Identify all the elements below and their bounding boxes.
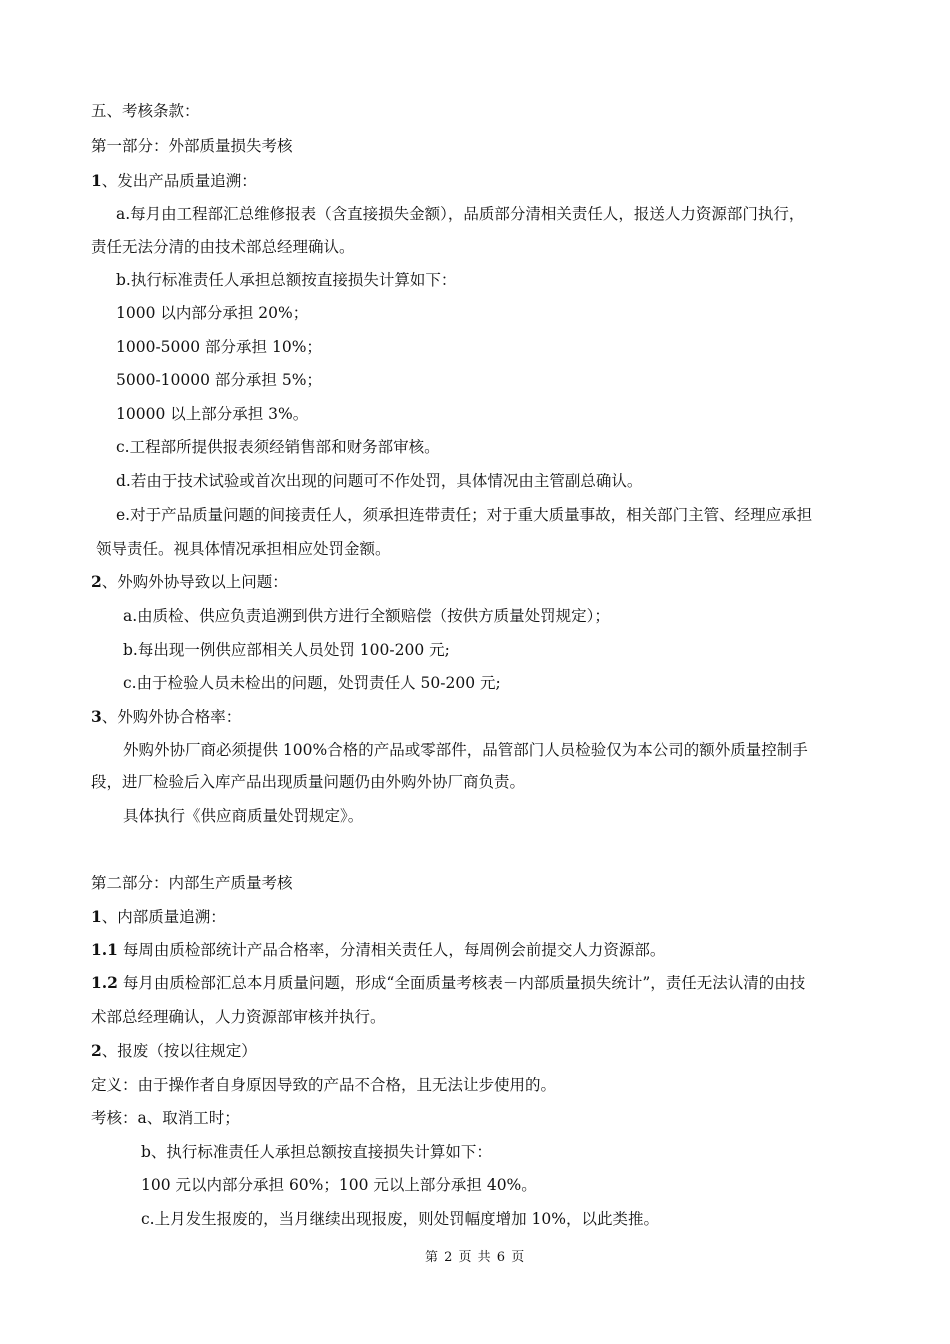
part1-item2-b: b.每出现一例供应部相关人员处罚 100-200 元; — [123, 641, 450, 659]
part2-item2-definition: 定义：由于操作者自身原因导致的产品不合格，且无法让步使用的。 — [91, 1076, 557, 1094]
item-number: 1 — [91, 171, 102, 190]
tier-line: 1000 以内部分承担 20%； — [116, 304, 309, 322]
part1-item1-e-line1: e.对于产品质量问题的间接责任人，须承担连带责任；对于重大质量事故，相关部门主管、经理应承担 — [116, 506, 813, 524]
item-number: 2 — [91, 1041, 102, 1060]
part2-item2-assess-a: 考核：a、取消工时； — [91, 1109, 240, 1127]
part1-item1-title — [91, 171, 257, 191]
part1-item1-b: b.执行标准责任人承担总额按直接损失计算如下： — [116, 271, 457, 289]
part2-item1-1 — [91, 940, 665, 960]
item-number: 2 — [91, 572, 102, 591]
section-title: 五、考核条款： — [91, 102, 200, 120]
part1-item1-e-line2: 领导责任。视具体情况承担相应处罚金额。 — [96, 540, 391, 558]
item-number: 3 — [91, 707, 102, 726]
part2-item2-c: c.上月发生报废的，当月继续出现报废，则处罚幅度增加 10%，以此类推。 — [141, 1210, 659, 1228]
part2-item1-2-line1 — [91, 973, 805, 993]
part1-item1-d: d.若由于技术试验或首次出现的问题可不作处罚，具体情况由主管副总确认。 — [116, 472, 643, 490]
part2-item2-tiers: 100 元以内部分承担 60%；100 元以上部分承担 40%。 — [141, 1176, 537, 1194]
part1-item2-c: c.由于检验人员未检出的问题，处罚责任人 50-200 元; — [123, 674, 501, 692]
part1-item1-a-line1: a.每月由工程部汇总维修报表（含直接损失金额），品质部分清相关责任人，报送人力资源部门执行， — [116, 205, 805, 223]
item-title: 、报废（按以往规定） — [101, 1042, 257, 1060]
page-footer: 第 2 页 共 6 页 — [425, 1250, 526, 1265]
part1-item2-title — [91, 572, 288, 592]
part1-heading: 第一部分：外部质量损失考核 — [91, 137, 293, 155]
item-title: 、内部质量追溯： — [101, 908, 226, 926]
part1-item3-para2: 具体执行《供应商质量处罚规定》。 — [123, 807, 364, 825]
part1-item1-c: c.工程部所提供报表须经销售部和财务部审核。 — [116, 438, 440, 456]
part2-item2-title — [91, 1041, 257, 1061]
sub-item-number: 1.1 — [91, 940, 118, 959]
item-title: 、发出产品质量追溯： — [101, 172, 257, 190]
sub-item-text: 每周由质检部统计产品合格率，分清相关责任人，每周例会前提交人力资源部。 — [117, 941, 666, 959]
tier-line: 5000-10000 部分承担 5%； — [116, 371, 322, 389]
tier-line: 1000-5000 部分承担 10%； — [116, 338, 322, 356]
sub-item-number: 1.2 — [91, 973, 118, 992]
part2-item2-b: b、执行标准责任人承担总额按直接损失计算如下： — [141, 1143, 492, 1161]
part2-heading: 第二部分：内部生产质量考核 — [91, 874, 293, 892]
tier-line: 10000 以上部分承担 3%。 — [116, 405, 309, 423]
part2-item1-title — [91, 907, 226, 927]
part1-item3-para-line1: 外购外协厂商必须提供 100%合格的产品或零部件，品管部门人员检验仅为本公司的额外质量控制手 — [123, 741, 808, 759]
part1-item3-title — [91, 707, 241, 727]
item-title: 、外购外协导致以上问题： — [101, 573, 288, 591]
item-title: 、外购外协合格率： — [101, 708, 242, 726]
part1-item2-a: a.由质检、供应负责追溯到供方进行全额赔偿（按供方质量处罚规定）； — [123, 607, 610, 625]
sub-item-text: 每月由质检部汇总本月质量问题，形成“全面质量考核表－内部质量损失统计”，责任无法认清的由技 — [117, 974, 806, 992]
part1-item1-a-line2: 责任无法分清的由技术部总经理确认。 — [91, 238, 355, 256]
part1-item3-para-line2: 段，进厂检验后入库产品出现质量问题仍由外购外协厂商负责。 — [91, 773, 526, 791]
item-number: 1 — [91, 907, 102, 926]
part2-item1-2-line2: 术部总经理确认，人力资源部审核并执行。 — [91, 1008, 386, 1026]
